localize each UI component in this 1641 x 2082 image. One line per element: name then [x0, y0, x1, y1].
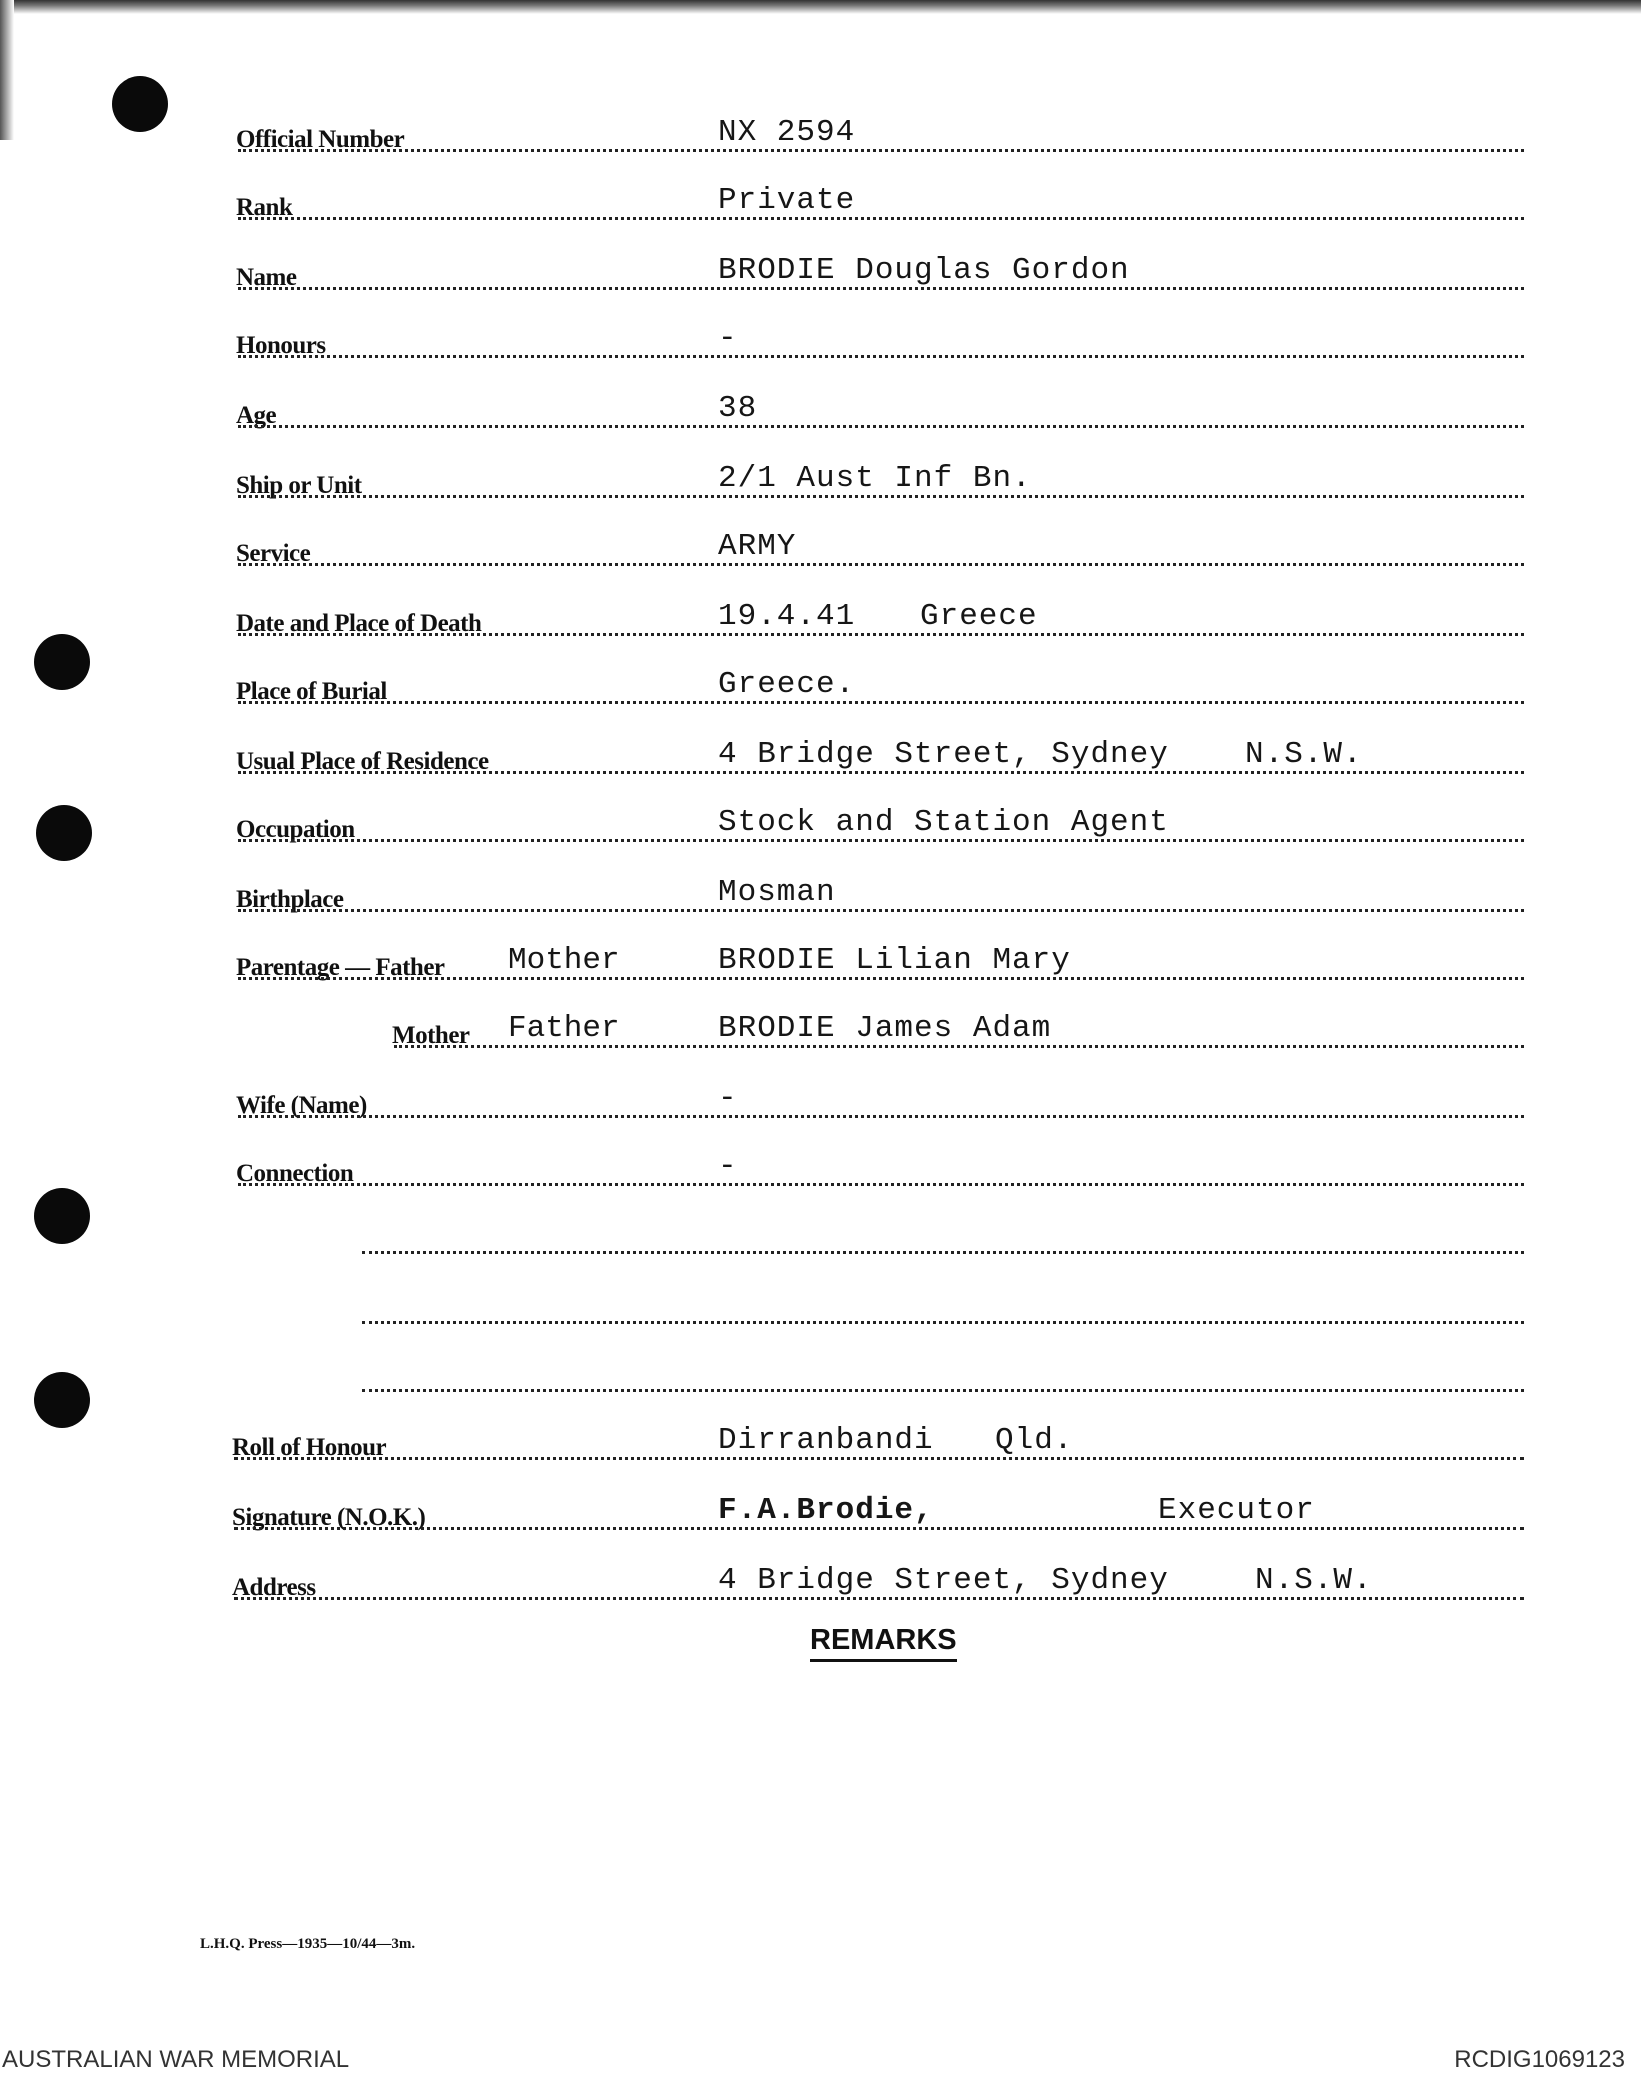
field-label: Occupation	[236, 816, 355, 843]
form-row	[0, 875, 1641, 918]
field-label: Usual Place of Residence	[236, 748, 489, 775]
form-row	[0, 1358, 1641, 1398]
field-value: Stock and Station Agent	[718, 805, 1169, 840]
footer-reference: RCDIG1069123	[1454, 2046, 1625, 2073]
form-row	[0, 1493, 1641, 1536]
dotted-line	[238, 909, 1524, 912]
field-label: Mother	[392, 1022, 470, 1049]
form-row	[0, 1423, 1641, 1466]
field-value-secondary: N.S.W.	[1245, 737, 1363, 772]
field-value: ARMY	[718, 529, 797, 564]
dotted-line	[362, 1321, 1524, 1324]
field-value: 19.4.41	[718, 599, 856, 634]
field-value-secondary: Greece	[920, 599, 1038, 634]
field-label: Honours	[236, 332, 326, 359]
field-label: Roll of Honour	[232, 1434, 387, 1461]
dotted-line	[238, 701, 1524, 704]
form-row	[0, 1220, 1641, 1260]
dotted-line	[238, 425, 1524, 428]
field-value: NX 2594	[718, 115, 856, 150]
field-label: Ship or Unit	[236, 472, 362, 499]
form-row	[0, 115, 1641, 158]
field-value: 2/1 Aust Inf Bn.	[718, 461, 1032, 496]
field-label: Address	[232, 1574, 316, 1601]
dotted-line	[238, 355, 1524, 358]
parent-relation-typed: Mother	[508, 943, 620, 978]
field-value: 4 Bridge Street, Sydney	[718, 737, 1169, 772]
form-row	[0, 1563, 1641, 1606]
remarks-heading: REMARKS	[810, 1624, 957, 1662]
footer-institution: AUSTRALIAN WAR MEMORIAL	[2, 2046, 350, 2073]
dotted-line	[238, 563, 1524, 566]
field-label: Official Number	[236, 126, 405, 153]
dotted-line	[362, 1251, 1524, 1254]
field-value: Dirranbandi	[718, 1423, 934, 1458]
field-label: Parentage — Father	[236, 954, 445, 981]
field-value-secondary: N.S.W.	[1255, 1563, 1373, 1598]
dotted-line	[238, 1115, 1524, 1118]
form-row	[0, 1011, 1641, 1054]
form-row	[0, 1290, 1641, 1330]
form-row	[0, 321, 1641, 364]
field-value: 38	[718, 391, 758, 426]
field-label: Signature (N.O.K.)	[232, 1504, 426, 1531]
field-label: Date and Place of Death	[236, 610, 482, 637]
field-value: -	[718, 321, 738, 356]
field-label: Service	[236, 540, 311, 567]
form-row	[0, 183, 1641, 226]
dotted-line	[238, 217, 1524, 220]
parent-relation-typed: Father	[508, 1011, 620, 1046]
field-label: Rank	[236, 194, 293, 221]
form-row	[0, 943, 1641, 986]
dotted-line	[362, 1389, 1524, 1392]
form-row	[0, 599, 1641, 642]
signature-value: F.A.Brodie,	[718, 1493, 934, 1528]
form-row	[0, 737, 1641, 780]
printer-mark: L.H.Q. Press—1935—10/44—3m.	[200, 1936, 416, 1952]
field-value: -	[718, 1081, 738, 1116]
field-label: Name	[236, 264, 297, 291]
field-value-secondary: Executor	[1158, 1493, 1315, 1528]
field-value: 4 Bridge Street, Sydney	[718, 1563, 1169, 1598]
field-value-secondary: Qld.	[995, 1423, 1074, 1458]
form-row	[0, 1149, 1641, 1192]
dotted-line	[238, 1183, 1524, 1186]
form-row	[0, 805, 1641, 848]
field-value: Private	[718, 183, 856, 218]
field-label: Place of Burial	[236, 678, 387, 705]
form-row	[0, 1081, 1641, 1124]
scan-edge-top	[0, 0, 1641, 14]
field-label: Birthplace	[236, 886, 344, 913]
dotted-line	[238, 149, 1524, 152]
dotted-line	[238, 633, 1524, 636]
field-label: Wife (Name)	[236, 1092, 367, 1119]
field-value: BRODIE Douglas Gordon	[718, 253, 1130, 288]
field-value: -	[718, 1149, 738, 1184]
field-value: BRODIE James Adam	[718, 1011, 1052, 1046]
field-value: Mosman	[718, 875, 836, 910]
form-row	[0, 529, 1641, 572]
field-label: Age	[236, 402, 277, 429]
form-row	[0, 253, 1641, 296]
form-row	[0, 461, 1641, 504]
field-label: Connection	[236, 1160, 354, 1187]
form-row	[0, 391, 1641, 434]
field-value: BRODIE Lilian Mary	[718, 943, 1071, 978]
field-value: Greece.	[718, 667, 856, 702]
form-row	[0, 667, 1641, 710]
